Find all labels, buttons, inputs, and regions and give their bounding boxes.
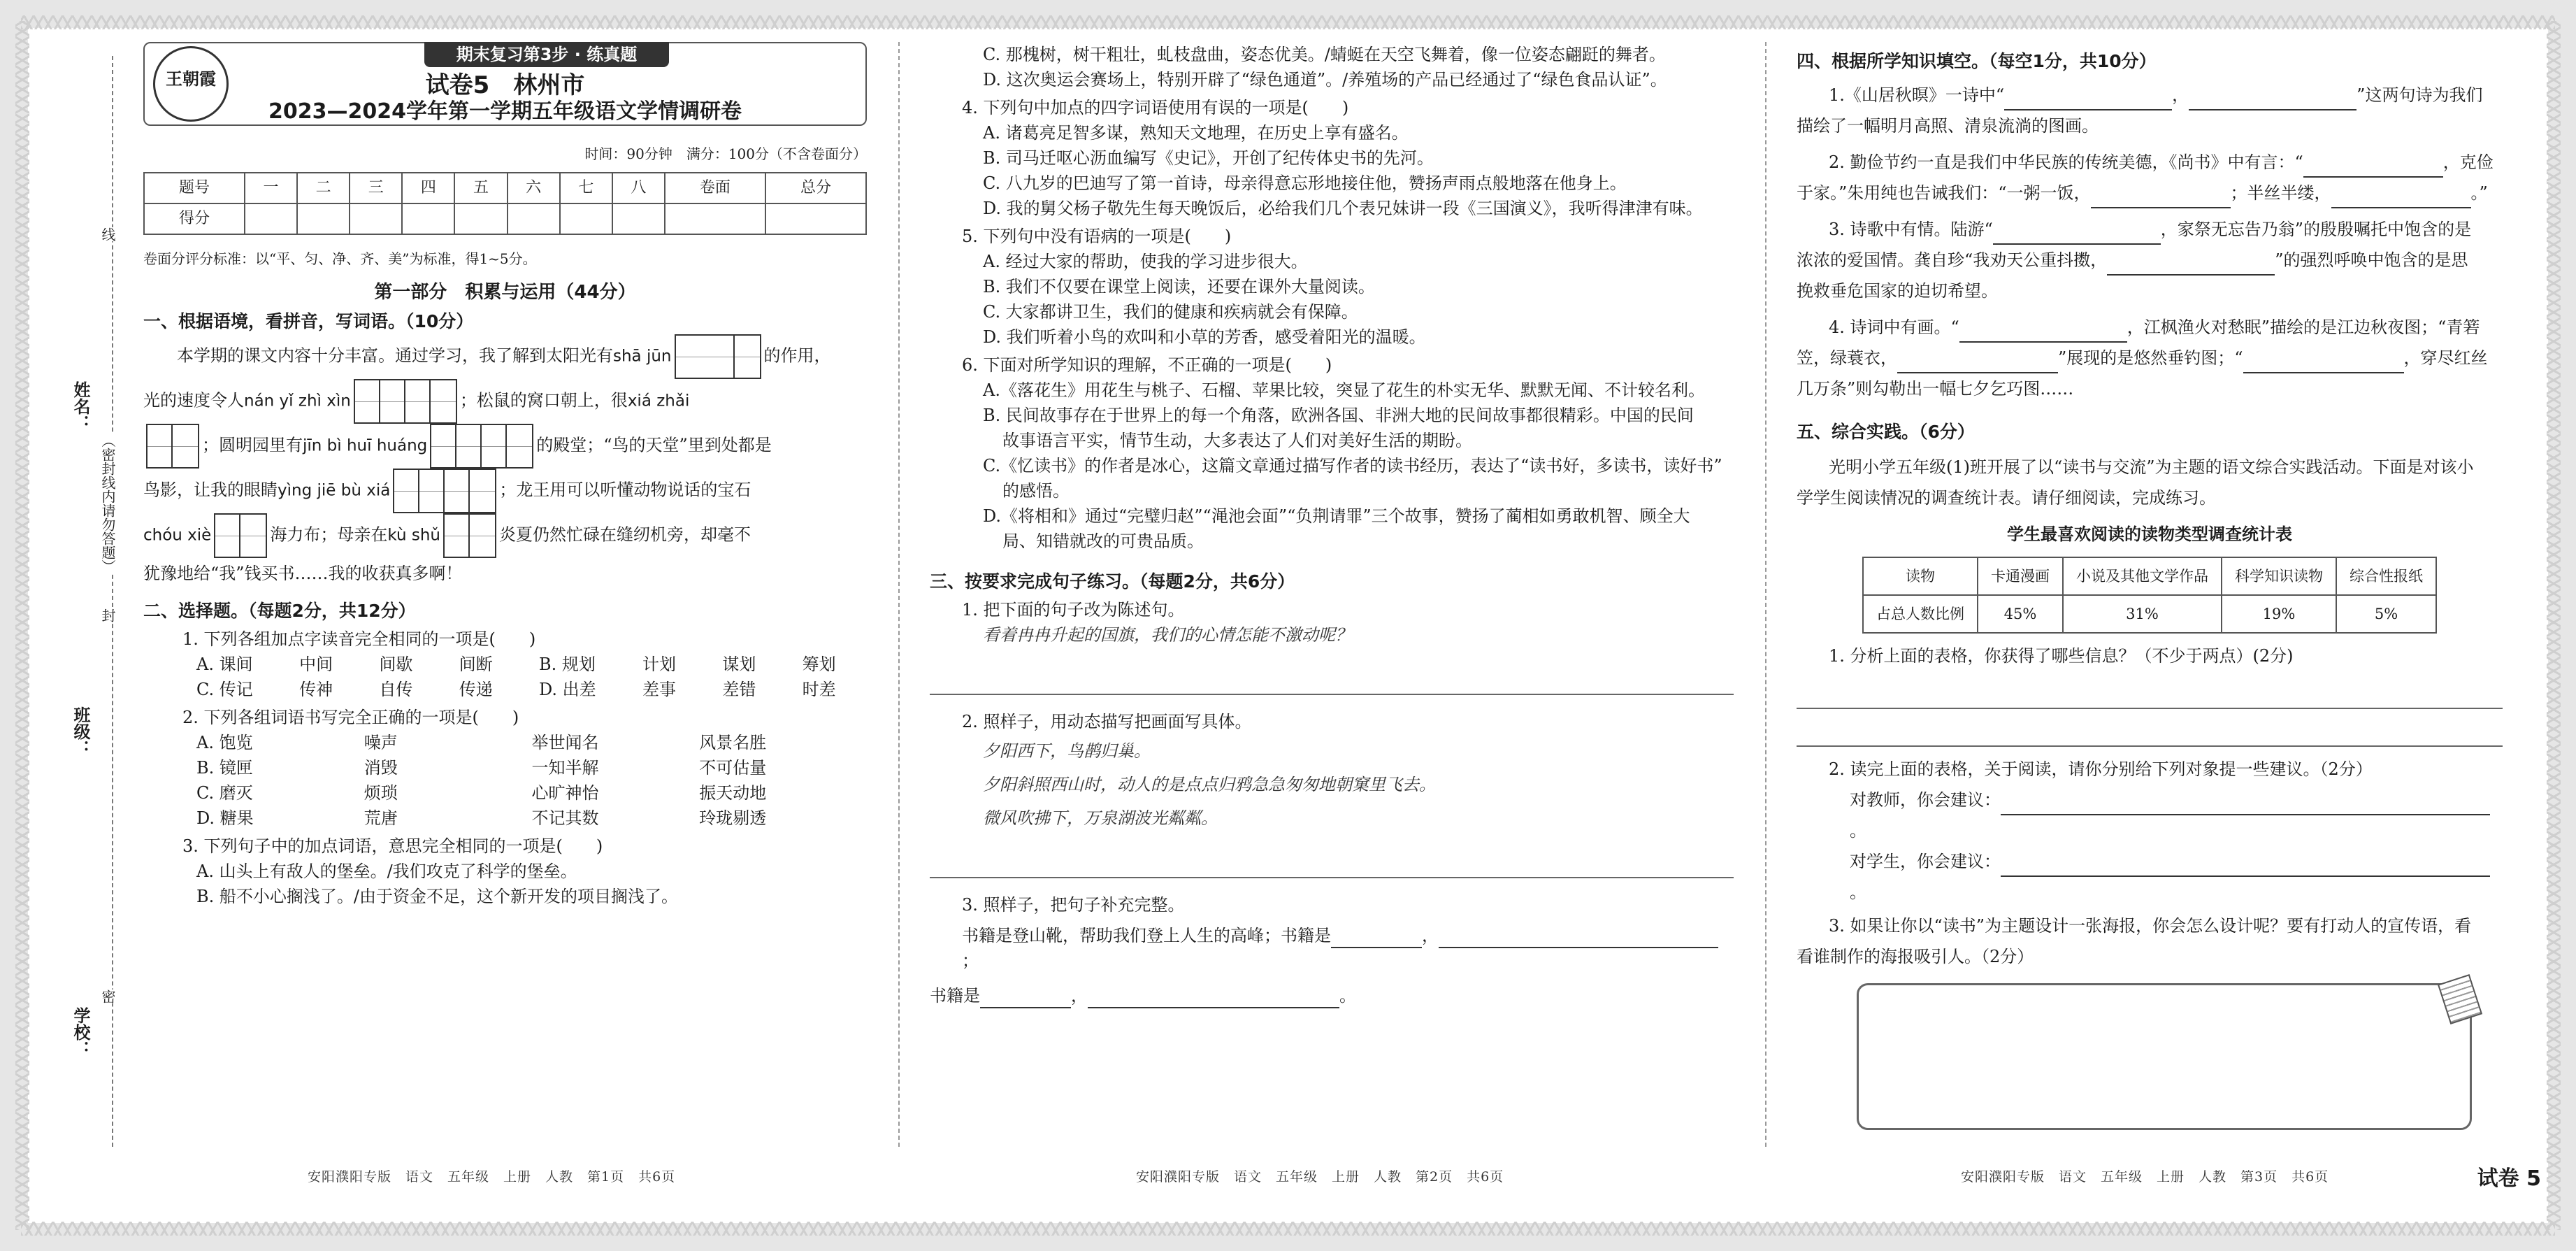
answer-blank[interactable] — [1331, 930, 1422, 948]
option-word: B. 镜匣 — [196, 758, 253, 778]
question-text: 1.《山居秋暝》一诗中“ — [1829, 85, 2005, 105]
pinyin: shā jūn — [613, 347, 672, 366]
option-word: 筹划 — [802, 655, 836, 674]
question-text: 描绘了一幅明月高照、清泉流淌的图画。 — [1797, 116, 2099, 136]
poster-answer-box[interactable] — [1857, 983, 2472, 1130]
pinyin-passage — [143, 469, 867, 513]
score-header-cell: 八 — [612, 173, 665, 203]
intro-text: 光明小学五年级(1)班开展了以“读书与交流”为主题的语文综合实践活动。下面是对该小 — [1829, 457, 2474, 477]
answer-blank[interactable] — [1959, 324, 2127, 343]
question-text: ，克俭 — [2442, 152, 2494, 172]
option: B. 我们不仅要在课堂上阅读，还要在课外大量阅读。 — [983, 277, 1375, 296]
pinyin-passage — [143, 379, 867, 424]
passage-text: 犹豫地给“我”钱买书……我的收获真多啊！ — [143, 564, 463, 583]
question: 4. 下列句中加点的四字词语使用有误的一项是( ) — [962, 98, 1349, 117]
option-word: 自传 — [379, 680, 413, 699]
passage-text: ；龙王用可以听懂动物说话的宝石 — [499, 480, 751, 500]
fill-sentence — [930, 983, 1734, 1008]
question-text: ， — [2172, 85, 2189, 105]
answer-grid[interactable] — [430, 424, 533, 469]
score-header-cell: 题号 — [144, 173, 245, 203]
seal-mi: 密 — [98, 989, 118, 1003]
option-word: D. 糖果 — [196, 808, 254, 828]
page-footer: 安阳濮阳专版 语文 五年级 上册 人教 第2页 共6页 — [1136, 1169, 1504, 1185]
fill-question — [1797, 214, 2503, 245]
score-row-label: 得分 — [144, 203, 245, 234]
neatness-note: 卷面分评分标准：以“平、匀、净、齐、美”为标准，得1~5分。 — [143, 250, 537, 267]
option-word: 间歇 — [379, 655, 413, 674]
part-1-title: 第一部分 积累与运用（44分） — [374, 282, 636, 303]
option: B. 船不小心搁浅了。/由于资金不足，这个新开发的项目搁浅了。 — [196, 887, 678, 906]
question: 1. 分析上面的表格，你获得了哪些信息？（不少于两点）(2分) — [1829, 646, 2294, 666]
sentence-text: ， — [1071, 986, 1088, 1006]
option-word: 差事 — [642, 680, 677, 699]
pinyin: yìng jiē bù xiá — [278, 481, 391, 500]
option-word: D. 出差 — [539, 680, 596, 699]
page-1 — [143, 42, 867, 909]
answer-grid[interactable] — [393, 469, 496, 513]
answer-blank[interactable] — [2001, 797, 2490, 815]
answer-blank[interactable] — [2189, 92, 2356, 110]
pinyin: nán yǐ zhì xìn — [244, 392, 351, 410]
option: D. 我的舅父杨子敬先生每天晚饭后，必给我们几个表兄妹讲一段《三国演义》，我听得津津有味。 — [983, 199, 1703, 218]
name-label: 姓名： — [71, 381, 90, 431]
question: 5. 下列句中没有语病的一项是( ) — [962, 227, 1232, 246]
option-cont: 局、知错就改的可贵品质。 — [1002, 531, 1204, 551]
question: 2. 下列各组词语书写完全正确的一项是( ) — [182, 708, 519, 727]
option-cont: 的感悟。 — [1002, 481, 1070, 501]
option: D.《将相和》通过“完璧归赵”“渑池会面”“负荆请罪”三个故事，赞扬了蔺相如勇敢机智、顾全大 — [983, 506, 1690, 526]
passage-text: 光的速度令人 — [143, 390, 244, 410]
question-text: 对教师，你会建议： — [1850, 790, 2001, 810]
option: D. 这次奥运会赛场上，特别开辟了“绿色通道”。/养殖场的产品已经通过了“绿色食品认证”。 — [983, 70, 1667, 90]
options — [143, 730, 867, 831]
option-word: 风景名胜 — [699, 733, 767, 752]
pinyin-passage — [143, 424, 867, 469]
exam-number-tag: 试卷 5 — [2477, 1166, 2541, 1191]
question-text: ，穿尽红丝 — [2403, 348, 2488, 368]
score-cell[interactable] — [350, 203, 402, 234]
pinyin: jīn bì huī huáng — [303, 436, 428, 455]
option-word: B. 规划 — [539, 655, 596, 674]
sentence-text: ； — [962, 951, 979, 971]
sentence-text: 书籍是登山靴，帮助我们登上人生的高峰；书籍是 — [962, 926, 1331, 945]
passage-text: ；松鼠的窝口朝上，很 — [459, 390, 628, 410]
option-word: 间断 — [459, 655, 493, 674]
score-header-cell: 总分 — [765, 173, 866, 203]
question: 2. 照样子，用动态描写把画面写具体。 — [962, 712, 1252, 731]
question-text: ，家祭无忘告乃翁”的殷殷嘱托中饱含的是 — [2160, 220, 2472, 239]
intro-text: 学学生阅读情况的调查统计表。请仔细阅读，完成练习。 — [1797, 488, 2216, 508]
option-word: 烦琐 — [364, 783, 398, 803]
seal-feng: 封 — [98, 608, 118, 622]
question-text: ，江枫渔火对愁眠”描绘的是江边秋夜图；“青箬 — [2127, 317, 2480, 337]
question-text: ”的强烈呼唤中饱含的是思 — [2275, 250, 2468, 270]
question: 3. 下列句子中的加点词语，意思完全相同的一项是( ) — [182, 836, 603, 856]
passage-text: 海力布；母亲在 — [270, 524, 388, 545]
question-text: 浓浓的爱国情。龚自珍“我劝天公重抖擞， — [1797, 250, 2108, 270]
score-cell[interactable] — [245, 203, 297, 234]
passage-text: 的殿堂；“鸟的天堂”里到处都是 — [536, 435, 772, 455]
options — [143, 652, 867, 702]
option-word: 传神 — [299, 680, 333, 699]
answer-blank[interactable] — [980, 990, 1071, 1008]
table-header-cell: 综合性报纸 — [2336, 557, 2436, 595]
border-right — [2547, 21, 2561, 1230]
fill-question — [1797, 846, 2503, 908]
option: A. 经过大家的帮助，使我的学习进步很大。 — [983, 252, 1308, 271]
answer-grid[interactable] — [146, 424, 199, 469]
passage-text: 鸟影，让我的眼睛 — [143, 480, 278, 500]
table-header-cell: 读物 — [1863, 557, 1978, 595]
answer-blank[interactable] — [2243, 355, 2404, 373]
option-word: 一知半解 — [531, 758, 599, 778]
answer-grid[interactable] — [675, 334, 761, 379]
section-1-title: 一、根据语境，看拼音，写词语。（10分） — [143, 311, 474, 331]
pinyin: xiá zhǎi — [627, 392, 690, 410]
option: C. 八九岁的巴迪写了第一首诗，母亲得意忘形地接住他，赞扬声雨点般地落在他身上。 — [983, 173, 1627, 193]
option-word: 计划 — [642, 655, 677, 674]
question-text: 。 — [1850, 821, 1866, 841]
school-label: 学校： — [71, 1007, 90, 1057]
exam-header — [143, 42, 867, 126]
answer-line[interactable] — [1797, 723, 2503, 747]
answer-blank[interactable] — [2091, 190, 2231, 208]
border-bottom — [21, 1222, 2555, 1236]
section-4-title: 四、根据所学知识填空。（每空1分，共10分） — [1797, 51, 2157, 71]
answer-blank[interactable] — [2001, 859, 2490, 877]
answer-line[interactable] — [1797, 685, 2503, 709]
question: 3. 如果让你以“读书”为主题设计一张海报，你会怎么设计呢？要有打动人的宣传语，看 — [1829, 916, 2472, 936]
table-cell: 19% — [2222, 595, 2336, 633]
example-sentence: 微风吹拂下，万泉湖波光粼粼。 — [983, 808, 1218, 828]
score-cell[interactable] — [765, 203, 866, 234]
answer-line[interactable] — [930, 671, 1734, 695]
score-cell[interactable] — [402, 203, 454, 234]
seal-xian: 线 — [98, 227, 118, 241]
table-cell: 45% — [1978, 595, 2063, 633]
question-text: ；半丝半缕， — [2230, 183, 2331, 203]
question-text: ”这两句诗为我们 — [2356, 85, 2483, 105]
question: 6. 下面对所学知识的理解，不正确的一项是( ) — [962, 355, 1332, 375]
score-header-cell: 六 — [508, 173, 560, 203]
pinyin-passage — [143, 334, 867, 379]
score-header-cell: 三 — [350, 173, 402, 203]
question-text: 。” — [2470, 183, 2488, 203]
question: 1. 把下面的句子改为陈述句。 — [962, 600, 1185, 620]
seal-note: （密封线内请勿答题） — [98, 434, 118, 573]
question-text: 笠，绿蓑衣， — [1797, 348, 1897, 368]
option: A.《落花生》用花生与桃子、石榴、苹果比较，突显了花生的朴实无华、默默无闻、不计较名利。 — [983, 380, 1705, 400]
option: A. 诸葛亮足智多谋，熟知天文地理，在历史上享有盛名。 — [983, 123, 1409, 143]
option-word: C. 磨灭 — [196, 783, 253, 803]
score-header-cell: 四 — [402, 173, 454, 203]
fill-question — [1797, 147, 2503, 178]
question-text: 挽救垂危国家的迫切希望。 — [1797, 281, 1998, 301]
fill-question — [1797, 245, 2503, 276]
score-header-cell: 卷面 — [665, 173, 765, 203]
question-text: 于家。”朱用纯也告诫我们：“一粥一饭， — [1797, 183, 2091, 203]
fill-sentence — [930, 923, 1734, 973]
page-3 — [1797, 42, 2503, 1130]
table-cell: 31% — [2063, 595, 2222, 633]
score-cell[interactable] — [454, 203, 507, 234]
seal-line — [112, 56, 113, 1147]
option: B. 民间故事存在于世界上的每一个角落，欧洲各国、非洲大地的民间故事都很精彩。中国的民间 — [983, 406, 1694, 425]
score-header-cell: 五 — [454, 173, 507, 203]
pinyin-passage — [143, 513, 867, 558]
score-cell[interactable] — [612, 203, 665, 234]
pinyin: kù shǔ — [387, 526, 440, 545]
option-word: 消毁 — [364, 758, 398, 778]
option: C. 大家都讲卫生，我们的健康和疾病就会有保障。 — [983, 302, 1358, 322]
score-cell[interactable] — [560, 203, 612, 234]
answer-blank[interactable] — [2303, 159, 2443, 178]
section-5-title: 五、综合实践。（6分） — [1797, 422, 1975, 442]
option-word: 不记其数 — [531, 808, 599, 828]
score-header-cell: 二 — [297, 173, 350, 203]
score-header-cell: 一 — [245, 173, 297, 203]
question: 3. 照样子，把句子补充完整。 — [962, 895, 1185, 915]
column-divider — [1765, 42, 1766, 1147]
answer-blank[interactable] — [1993, 227, 2161, 245]
fill-question — [1797, 80, 2503, 110]
answer-blank[interactable] — [1439, 930, 1718, 948]
sentence-text: ， — [1422, 926, 1439, 945]
fill-question — [1797, 785, 2503, 846]
publisher-logo: 王朝霞 — [153, 46, 229, 122]
class-label: 班级： — [71, 706, 90, 757]
question-text: 3. 诗歌中有情。陆游“ — [1829, 220, 1993, 239]
page-2 — [930, 42, 1734, 1008]
fill-question — [1797, 343, 2503, 373]
option-word: C. 传记 — [196, 680, 253, 699]
table-header-cell: 小说及其他文学作品 — [2063, 557, 2222, 595]
border-left — [15, 21, 29, 1230]
score-header-cell: 七 — [560, 173, 612, 203]
page-footer: 安阳濮阳专版 语文 五年级 上册 人教 第3页 共6页 — [1961, 1169, 2329, 1185]
answer-blank[interactable] — [2107, 257, 2275, 276]
example-sentence: 夕阳西下，鸟鹊归巢。 — [983, 741, 1151, 761]
passage-text: 的作用， — [763, 345, 831, 366]
answer-grid[interactable] — [443, 513, 496, 558]
passage-text: 本学期的课文内容十分丰富。通过学习，我了解到太阳光有 — [177, 345, 613, 366]
example-sentence: 夕阳斜照西山时，动人的是点点归鸦急急匆匆地朝窠里飞去。 — [983, 775, 1436, 794]
question-text: 对学生，你会建议： — [1850, 852, 2001, 871]
option: C. 那槐树，树干粗壮，虬枝盘曲，姿态优美。/蜻蜓在天空飞舞着，像一位姿态翩跹的舞者。 — [983, 45, 1666, 64]
sentence-text: 书籍是 — [930, 986, 980, 1006]
score-cell[interactable] — [508, 203, 560, 234]
question: 1. 下列各组加点字读音完全相同的一项是( ) — [182, 629, 536, 649]
question-text: 4. 诗词中有画。“ — [1829, 317, 1959, 337]
option-word: 噪声 — [364, 733, 398, 752]
option-word: 传递 — [459, 680, 493, 699]
option: C.《忆读书》的作者是冰心，这篇文章通过描写作者的读书经历，表达了“读书好，多读书，读好书” — [983, 456, 1722, 476]
option-word: A. 课间 — [196, 655, 253, 674]
table-cell: 占总人数比例 — [1863, 595, 1978, 633]
option-word: 谋划 — [722, 655, 756, 674]
score-cell[interactable] — [297, 203, 350, 234]
option: D. 我们听着小鸟的欢叫和小草的芳香，感受着阳光的温暖。 — [983, 327, 1426, 347]
question-text: 。 — [1850, 882, 1866, 902]
option-word: 差错 — [722, 680, 756, 699]
question-text: ”展现的是悠然垂钓图；“ — [2058, 348, 2243, 368]
option-word: 振天动地 — [699, 783, 767, 803]
fill-question — [1797, 312, 2503, 343]
option-word: 中间 — [299, 655, 333, 674]
option-word: 举世闻名 — [531, 733, 599, 752]
option-word: 时差 — [802, 680, 836, 699]
example-sentence: 看着冉冉升起的国旗，我们的心情怎能不激动呢？ — [983, 625, 1352, 645]
page-footer: 安阳濮阳专版 语文 五年级 上册 人教 第1页 共6页 — [308, 1169, 676, 1185]
exam-meta: 时间：90分钟 满分：100分（不含卷面分） — [584, 145, 867, 162]
passage-text: ；圆明园里有 — [202, 435, 303, 455]
column-divider — [898, 42, 900, 1147]
score-cell[interactable] — [665, 203, 765, 234]
option-word: 不可估量 — [699, 758, 767, 778]
fill-question — [1797, 178, 2503, 208]
option-word: 荒唐 — [364, 808, 398, 828]
pencil-icon — [2438, 974, 2482, 1024]
option: B. 司马迁呕心沥血编写《史记》，开创了纪传体史书的先河。 — [983, 148, 1434, 168]
option-word: 心旷神怡 — [531, 783, 599, 803]
option-word: 玲珑剔透 — [699, 808, 767, 828]
question-text: 2. 勤俭节约一直是我们中华民族的传统美德，《尚书》中有言：“ — [1829, 152, 2303, 172]
section-3-title: 三、按要求完成句子练习。（每题2分，共6分） — [930, 571, 1295, 592]
review-badge: 期末复习第3步 · 练真题 — [424, 42, 669, 67]
answer-blank[interactable] — [2331, 190, 2471, 208]
table-header-cell: 科学知识读物 — [2222, 557, 2336, 595]
question-text: 几万条”则勾勒出一幅七夕乞巧图…… — [1797, 379, 2074, 399]
answer-blank[interactable] — [1897, 355, 2058, 373]
section-2-title: 二、选择题。（每题2分，共12分） — [143, 601, 416, 621]
answer-blank[interactable] — [1088, 990, 1339, 1008]
survey-table — [1862, 557, 2437, 634]
answer-grid[interactable] — [354, 379, 457, 424]
table-header-cell: 卡通漫画 — [1978, 557, 2063, 595]
answer-line[interactable] — [930, 855, 1734, 878]
answer-blank[interactable] — [2004, 92, 2172, 110]
table-cell: 5% — [2336, 595, 2436, 633]
option-cont: 故事语言平实，情节生动，大多表达了人们对美好生活的期盼。 — [1002, 431, 1472, 450]
score-table — [143, 172, 867, 235]
option-word: A. 饱览 — [196, 733, 253, 752]
answer-grid[interactable] — [214, 513, 267, 558]
sentence-text: 。 — [1339, 986, 1356, 1006]
border-top — [21, 15, 2555, 29]
question: 看谁制作的海报吸引人。（2分） — [1797, 947, 2034, 966]
pinyin: chóu xiè — [143, 526, 212, 545]
option: A. 山头上有敌人的堡垒。/我们攻克了科学的堡垒。 — [196, 862, 577, 881]
question: 2. 读完上面的表格，关于阅读，请你分别给下列对象提一些建议。（2分） — [1829, 759, 2373, 779]
exam-title: 试卷5 林州市 — [425, 71, 585, 99]
exam-subtitle: 2023—2024学年第一学期五年级语文学情调研卷 — [268, 99, 742, 124]
table-title: 学生最喜欢阅读的读物类型调查统计表 — [2007, 524, 2292, 544]
passage-text: 炎夏仍然忙碌在缝纫机旁，却毫不 — [498, 524, 751, 545]
